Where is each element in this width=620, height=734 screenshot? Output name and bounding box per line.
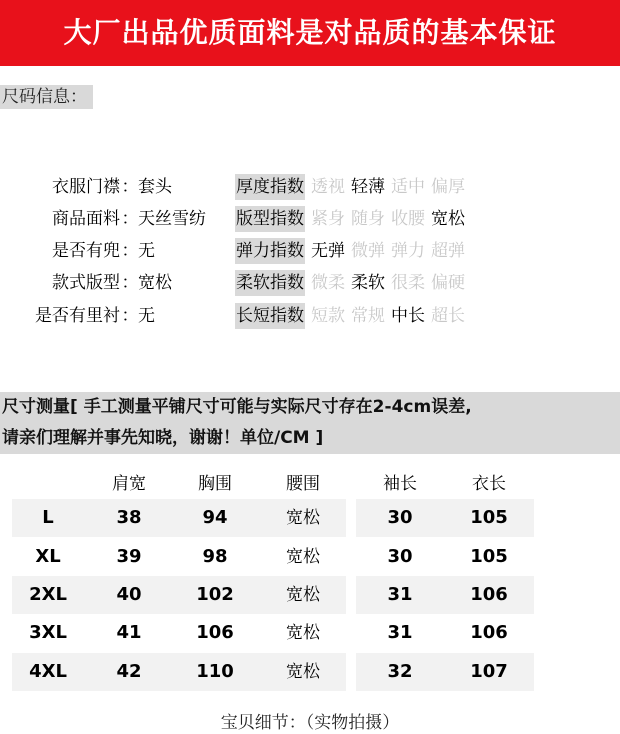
spec-label: 是否有里衬 [35,306,120,326]
header-length: 衣长 [472,474,506,494]
waist-cell: 宽松 [286,547,320,567]
index-option: 常规 [351,306,385,326]
spec-value: 套头 [138,177,172,197]
spec-colon: ： [121,209,139,229]
waist-cell: 宽松 [286,662,320,682]
spec-value: 天丝雪纺 [138,209,206,229]
index-option: 适中 [391,177,425,197]
index-row [235,303,465,329]
banner-title: 大厂出品优质面料是对品质的基本保证 [63,16,557,49]
waist-cell: 宽松 [286,623,320,643]
spec-label: 衣服门襟 [52,177,120,197]
index-row [235,238,465,264]
shoulder-cell: 42 [116,661,142,682]
size-cell: 2XL [29,584,67,605]
spec-value: 宽松 [138,273,172,293]
sleeve-cell: 31 [387,584,413,605]
waist-cell: 宽松 [286,585,320,605]
measurement-note [0,392,620,454]
size-info-heading: 尺码信息： [0,85,93,109]
sleeve-cell: 30 [387,507,413,528]
shoulder-cell: 38 [116,507,142,528]
sleeve-cell: 32 [387,661,413,682]
size-cell: XL [35,546,61,567]
index-label: 柔软指数 [235,270,305,296]
length-cell: 105 [470,546,508,567]
index-option: 很柔 [391,273,425,293]
chest-cell: 106 [196,622,234,643]
detail-caption: 宝贝细节：（实物拍摄） [220,713,400,733]
index-option: 超长 [431,306,465,326]
header-sleeve: 袖长 [383,474,417,494]
index-option: 紧身 [311,209,345,229]
index-option: 弹力 [391,241,425,261]
header-banner [0,0,620,66]
spec-colon: ： [121,273,139,293]
chest-cell: 110 [196,661,234,682]
sleeve-cell: 31 [387,622,413,643]
header-shoulder: 肩宽 [112,474,146,494]
chest-cell: 94 [202,507,228,528]
spec-label: 是否有兜 [52,241,120,261]
size-cell: 4XL [29,661,67,682]
length-cell: 105 [470,507,508,528]
sleeve-cell: 30 [387,546,413,567]
index-label: 弹力指数 [235,238,305,264]
index-option: 微柔 [311,273,345,293]
size-cell: L [42,507,54,528]
index-row [235,174,465,200]
size-cell: 3XL [29,622,67,643]
spec-colon: ： [121,306,139,326]
length-cell: 106 [470,622,508,643]
header-chest: 胸围 [198,474,232,494]
chest-cell: 102 [196,584,234,605]
index-option: 轻薄 [351,177,385,197]
index-option: 收腰 [391,209,425,229]
spec-value: 无 [138,241,155,261]
index-option: 随身 [351,209,385,229]
spec-label: 商品面料 [52,209,120,229]
index-option: 宽松 [431,209,465,229]
index-option: 偏厚 [431,177,465,197]
index-row [235,270,465,296]
index-label: 厚度指数 [235,174,305,200]
shoulder-cell: 41 [116,622,142,643]
spec-colon: ： [121,241,139,261]
spec-value: 无 [138,306,155,326]
index-option: 微弹 [351,241,385,261]
index-option: 超弹 [431,241,465,261]
index-option: 偏硬 [431,273,465,293]
index-option: 透视 [311,177,345,197]
length-cell: 107 [470,661,508,682]
index-option: 中长 [391,306,425,326]
shoulder-cell: 40 [116,584,142,605]
spec-label: 款式版型 [52,273,120,293]
chest-cell: 98 [202,546,228,567]
index-row [235,206,465,232]
length-cell: 106 [470,584,508,605]
index-option: 无弹 [311,241,345,261]
measurement-note-line1: 尺寸测量[ 手工测量平铺尺寸可能与实际尺寸存在2-4cm误差, [2,397,472,417]
index-option: 短款 [311,306,345,326]
waist-cell: 宽松 [286,508,320,528]
header-waist: 腰围 [286,474,320,494]
spec-colon: ： [121,177,139,197]
measurement-note-line2: 请亲们理解并事先知晓，谢谢！单位/CM ] [2,428,324,448]
index-option: 柔软 [351,273,385,293]
shoulder-cell: 39 [116,546,142,567]
index-label: 版型指数 [235,206,305,232]
index-label: 长短指数 [235,303,305,329]
